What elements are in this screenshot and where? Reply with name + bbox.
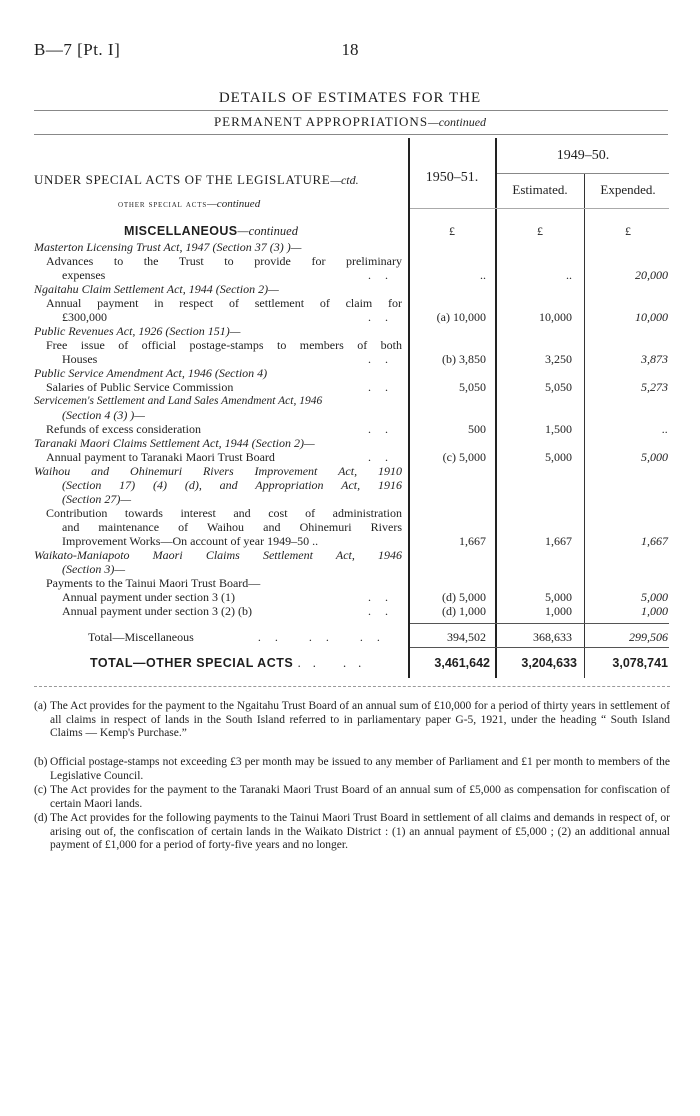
item-public-service-act: Public Service Amendment Act, 1946 (Section 4) bbox=[34, 366, 268, 380]
value-masterton-estimated: .. bbox=[566, 268, 572, 282]
footnote-b-label: (b) bbox=[34, 756, 48, 768]
item-waihou-act-cont-2: (Section 27)— bbox=[62, 492, 131, 506]
item-masterton-desc: Advances to the Trust to provide for preliminary bbox=[46, 254, 402, 268]
footnote-c bbox=[34, 784, 670, 811]
footnote-d bbox=[34, 812, 670, 853]
item-waikato-payment-2: Annual payment under section 3 (2) (b) .. bbox=[62, 604, 402, 618]
value-public-revenues-1950: (b) 3,850 bbox=[442, 352, 486, 366]
value-waikato-2-1950: (d) 1,000 bbox=[442, 604, 486, 618]
table-bottom-rule bbox=[34, 686, 670, 687]
item-waihou-desc: Contribution towards interest and cost of administration bbox=[46, 506, 402, 520]
footnote-c-text: The Act provides for the payment to the Taranaki Maori Trust Board of an annual sum of £5,000 as compensation for confiscation of certain Maori lands. bbox=[50, 784, 670, 810]
value-masterton-1950: .. bbox=[480, 268, 486, 282]
column-header-estimated: Estimated. bbox=[512, 182, 568, 197]
value-public-service-1950: 5,050 bbox=[459, 380, 486, 394]
item-masterton-desc-cont: expenses .. bbox=[62, 268, 402, 282]
value-taranaki-expended: 5,000 bbox=[641, 450, 668, 464]
item-taranaki-act: Taranaki Maori Claims Settlement Act, 1944 (Section 2)— bbox=[34, 436, 315, 450]
value-servicemen-expended: .. bbox=[662, 422, 668, 436]
item-ngaitahu-desc: Annual payment in respect of settlement of claim for bbox=[46, 296, 402, 310]
value-ngaitahu-1950: (a) 10,000 bbox=[436, 310, 486, 324]
footnote-d-text: The Act provides for the following payments to the Tainui Maori Trust Board in settlement of all claims and demands in respect of, or arising out of, the confiscation of certain lands in the Waikato District : (1) an annual payment of £5,000 ; (2) an additional annual payment of £1,000 for a period of forty-five years and no longer. bbox=[50, 812, 670, 852]
value-waikato-1-estimated: 5,000 bbox=[545, 590, 572, 604]
value-servicemen-estimated: 1,500 bbox=[545, 422, 572, 436]
item-taranaki-desc: Annual payment to Taranaki Maori Trust Board .. bbox=[46, 450, 402, 464]
subtitle-rule bbox=[34, 134, 668, 135]
value-waihou-1950: 1,667 bbox=[459, 534, 486, 548]
total-misc-expended: 299,506 bbox=[629, 630, 668, 644]
item-waihou-desc-cont: and maintenance of Waihou and Ohinemuri Rivers bbox=[62, 520, 402, 534]
value-public-revenues-expended: 3,873 bbox=[641, 352, 668, 366]
subsection-heading: other special acts—continued bbox=[118, 198, 261, 210]
value-ngaitahu-expended: 10,000 bbox=[635, 310, 668, 324]
year-header-rule bbox=[497, 173, 669, 174]
item-waikato-act-cont: (Section 3)— bbox=[62, 562, 125, 576]
item-waihou-desc-cont-2: Improvement Works—On account of year 1949–50 .. bbox=[62, 534, 319, 548]
footnote-c-label: (c) bbox=[34, 784, 47, 796]
total-misc-label: Total—Miscellaneous .. .. .. bbox=[88, 630, 394, 644]
footnote-a-text: The Act provides for the payment to the Ngaitahu Trust Board of an annual sum of £10,000 for a period of thirty years in settlement of all claims in respect of lands in the South Island referred to in parliamentary paper G-5, 1921, under the heading “ South Island Claims — Kemp's Purchase.” bbox=[50, 700, 670, 740]
grand-total-label: TOTAL—OTHER SPECIAL ACTS .. .. bbox=[90, 656, 374, 670]
misc-heading: MISCELLANEOUS—continued bbox=[124, 224, 298, 238]
item-servicemen-desc: Refunds of excess consideration .. bbox=[46, 422, 402, 436]
item-public-revenues-act: Public Revenues Act, 1926 (Section 151)— bbox=[34, 324, 241, 338]
grand-total-rule bbox=[410, 647, 669, 648]
grand-total-1950: 3,461,642 bbox=[434, 656, 490, 670]
value-waikato-2-estimated: 1,000 bbox=[545, 604, 572, 618]
footnote-b-text: Official postage-stamps not exceeding £3 per month may be issued to any member of Parliament and £1 per month to members of the Legislative Council. bbox=[50, 756, 670, 782]
value-waikato-2-expended: 1,000 bbox=[641, 604, 668, 618]
value-waikato-1-1950: (d) 5,000 bbox=[442, 590, 486, 604]
value-masterton-expended: 20,000 bbox=[635, 268, 668, 282]
currency-symbol-2: £ bbox=[537, 224, 543, 238]
page-number: 18 bbox=[341, 40, 359, 59]
page-title: DETAILS OF ESTIMATES FOR THE bbox=[218, 90, 482, 106]
item-ngaitahu-act: Ngaitahu Claim Settlement Act, 1944 (Section 2)— bbox=[34, 282, 279, 296]
value-ngaitahu-estimated: 10,000 bbox=[539, 310, 572, 324]
item-waihou-act: Waihou and Ohinemuri Rivers Improvement Act, 1910 bbox=[34, 464, 402, 478]
item-masterton-act: Masterton Licensing Trust Act, 1947 (Section 37 (3) )— bbox=[34, 240, 302, 254]
footnote-b bbox=[34, 756, 670, 783]
value-waikato-1-expended: 5,000 bbox=[641, 590, 668, 604]
column-header-expended: Expended. bbox=[600, 182, 656, 197]
item-servicemen-act-cont: (Section 4 (3) )— bbox=[62, 408, 145, 422]
item-waikato-payment-1: Annual payment under section 3 (1) .. bbox=[62, 590, 402, 604]
column-header-1950: 1950–51. bbox=[425, 170, 479, 185]
item-public-revenues-desc-cont: Houses .. bbox=[62, 352, 402, 366]
section-heading: UNDER SPECIAL ACTS OF THE LEGISLATURE—ctd. bbox=[34, 172, 359, 187]
grand-total-expended: 3,078,741 bbox=[612, 656, 668, 670]
page-subtitle: PERMANENT APPROPRIATIONS—continued bbox=[213, 114, 487, 129]
value-taranaki-estimated: 5,000 bbox=[545, 450, 572, 464]
total-misc-rule bbox=[410, 623, 669, 624]
value-public-revenues-estimated: 3,250 bbox=[545, 352, 572, 366]
item-servicemen-act: Servicemen's Settlement and Land Sales Amendment Act, 1946 bbox=[34, 395, 323, 407]
value-taranaki-1950: (c) 5,000 bbox=[442, 450, 486, 464]
value-public-service-estimated: 5,050 bbox=[545, 380, 572, 394]
currency-symbol-3: £ bbox=[625, 224, 631, 238]
grand-total-estimated: 3,204,633 bbox=[521, 656, 577, 670]
item-waikato-act: Waikato-Maniapoto Maori Claims Settlement Act, 1946 bbox=[34, 548, 402, 562]
item-waihou-act-cont: (Section 17) (4) (d), and Appropriation Act, 1916 bbox=[62, 478, 402, 492]
column-header-rule bbox=[410, 208, 669, 209]
footnote-a bbox=[34, 700, 670, 741]
document-code: B—7 [Pt. I] bbox=[34, 40, 121, 59]
total-misc-1950: 394,502 bbox=[447, 630, 486, 644]
item-public-revenues-desc: Free issue of official postage-stamps to members of both bbox=[46, 338, 402, 352]
total-misc-estimated: 368,633 bbox=[533, 630, 572, 644]
column-header-1949: 1949–50. bbox=[556, 148, 610, 163]
value-public-service-expended: 5,273 bbox=[641, 380, 668, 394]
footnote-a-label: (a) bbox=[34, 700, 47, 712]
item-ngaitahu-desc-cont: £300,000 .. bbox=[62, 310, 402, 324]
column-divider-2 bbox=[495, 138, 497, 678]
title-rule bbox=[34, 110, 668, 111]
footnote-d-label: (d) bbox=[34, 812, 48, 824]
value-servicemen-1950: 500 bbox=[468, 422, 486, 436]
item-waikato-desc: Payments to the Tainui Maori Trust Board— bbox=[46, 576, 261, 590]
column-divider-3 bbox=[584, 174, 585, 678]
item-public-service-desc: Salaries of Public Service Commission .. bbox=[46, 380, 402, 394]
value-waihou-estimated: 1,667 bbox=[545, 534, 572, 548]
currency-symbol-1: £ bbox=[449, 224, 455, 238]
value-waihou-expended: 1,667 bbox=[641, 534, 668, 548]
